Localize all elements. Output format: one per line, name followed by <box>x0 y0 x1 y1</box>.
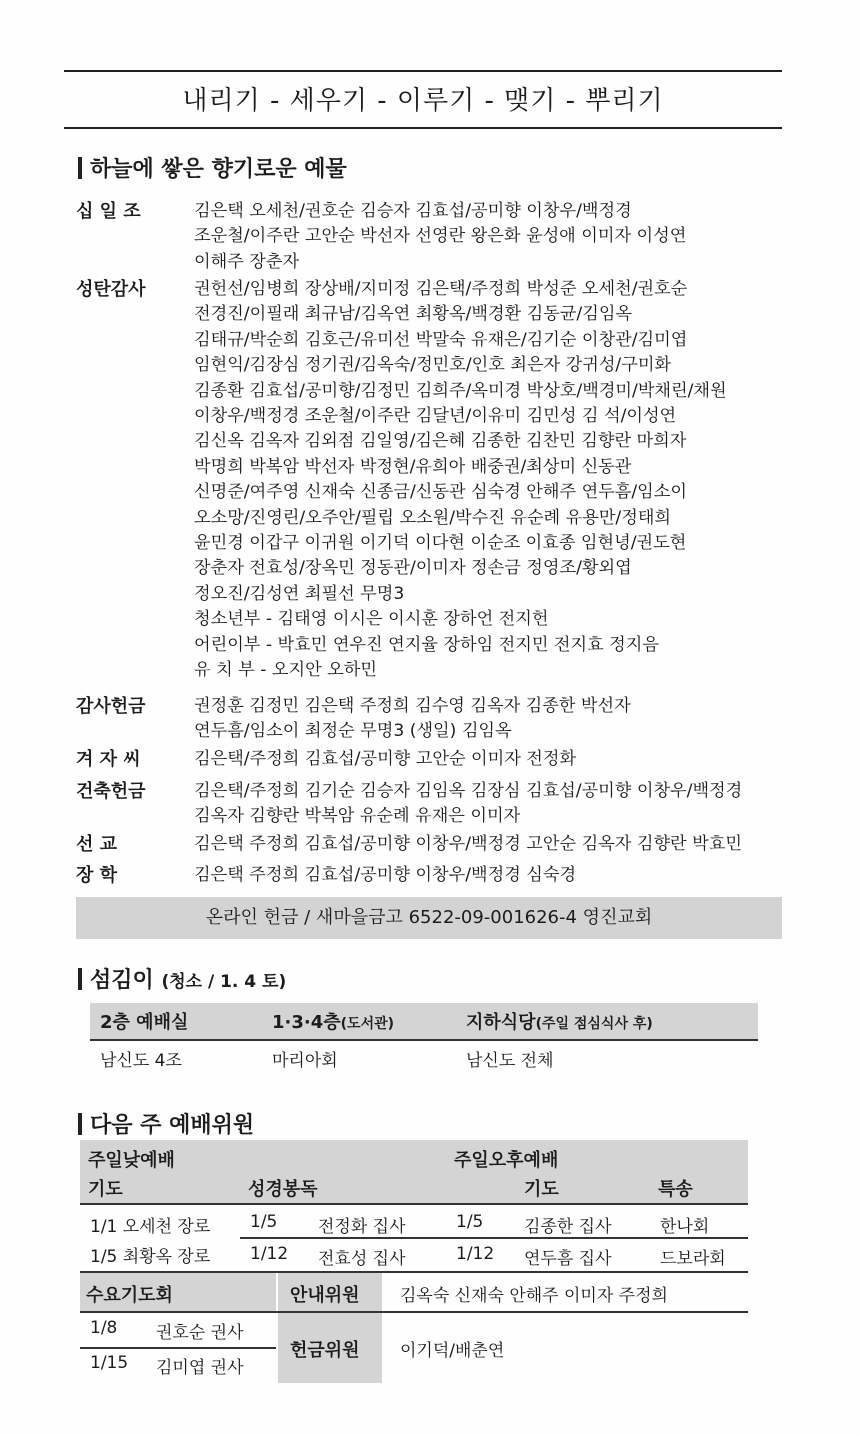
cleaning-table <box>90 1003 758 1075</box>
day-prayer: 1/5 최황옥 장로 <box>90 1247 211 1267</box>
theme-banner: 내리기 - 세우기 - 이루기 - 맺기 - 뿌리기 <box>182 86 664 116</box>
sunday-pm-header: 주일오후예배 <box>454 1150 559 1171</box>
header-main: 지하식당 <box>466 1012 536 1033</box>
offering-label: 건축헌금 <box>76 781 146 802</box>
offering-committee-label: 헌금위원 <box>290 1340 360 1361</box>
cleaning-header <box>262 1003 456 1040</box>
online-offering-banner: 온라인 헌금 / 새마을금고 6522-09-001626-4 영진교회 <box>76 897 782 939</box>
name-line: 장춘자 전효성/장옥민 정동관/이미자 정손금 정영조/황외엽 <box>194 558 632 579</box>
offering-names <box>194 779 794 830</box>
name-line: 전경진/이필래 최규남/김옥연 최황옥/백경환 김동균/김임옥 <box>194 304 633 325</box>
name-line: 김은택 주정희 김효섭/공미향 이창우/백정경 고안순 김옥자 김향란 박효민 <box>194 834 742 854</box>
name-line: 신명준/여주영 신재숙 신종금/신동관 심숙경 안해주 연두흠/임소이 <box>194 482 687 503</box>
header-sub: (도서관) <box>340 1016 395 1032</box>
prayer-name: 김종한 집사 <box>524 1217 612 1237</box>
day-prayer: 1/1 오세천 장로 <box>90 1217 211 1237</box>
name-line: 박명희 박복암 박선자 박정현/유희아 배중권/최상미 신동관 <box>194 456 632 477</box>
bottom-rule <box>64 127 782 129</box>
wed-date: 1/8 <box>90 1318 118 1338</box>
name-line: 김옥자 김향란 박복암 유순례 유재은 이미자 <box>194 806 521 827</box>
name-line: 오소망/진영린/오주안/필립 오소원/박수진 유순례 유용만/정태희 <box>194 507 672 528</box>
name-line: 김은택/주정희 김효섭/공미향 고안순 이미자 전정화 <box>194 749 577 769</box>
guide-label: 안내위원 <box>290 1285 360 1306</box>
name-line: 김신옥 김옥자 김외점 김일영/김은혜 김종한 김찬민 김향란 마희자 <box>194 431 687 452</box>
special-name: 드보라회 <box>660 1249 726 1269</box>
wed-date: 1/15 <box>90 1353 129 1373</box>
special-header: 특송 <box>658 1179 693 1200</box>
section-bar-icon <box>78 1113 82 1135</box>
offerings-title-text: 하늘에 쌓은 향기로운 예물 <box>90 157 347 182</box>
name-line: 권헌선/임병희 장상배/지미정 김은택/주정희 박성준 오세천/권호순 <box>194 279 688 299</box>
sunday-day-header: 주일낮예배 <box>88 1150 175 1171</box>
offering-names <box>194 277 794 684</box>
name-line: 윤민경 이갑구 이귀원 이기덕 이다현 이순조 이효종 임현녕/권도현 <box>194 533 687 554</box>
prayer-name: 연두흠 집사 <box>524 1249 612 1269</box>
name-line: 이해주 장춘자 <box>194 251 300 272</box>
name-line: 김태규/박순희 김호근/유미선 박말숙 유재은/김기순 이창관/김미엽 <box>194 329 688 350</box>
cleaning-subtitle: (청소 / 1. 4 토) <box>161 972 287 992</box>
offering-label: 감사헌금 <box>76 696 146 717</box>
offerings-title <box>78 152 347 183</box>
offering-label: 장 학 <box>76 865 118 886</box>
cleaning-title <box>78 963 286 994</box>
section-bar-icon <box>78 968 82 990</box>
cleaning-header <box>456 1003 758 1040</box>
worship-title-text: 다음 주 예배위원 <box>90 1113 255 1138</box>
wed-header: 수요기도회 <box>86 1285 173 1306</box>
offering-label: 십 일 조 <box>76 201 141 222</box>
offering-names <box>194 199 794 275</box>
cleaning-cell: 남신도 4조 <box>90 1040 262 1075</box>
worship-header-band <box>80 1140 748 1204</box>
divider <box>80 1347 276 1349</box>
guide-names: 김옥숙 신재숙 안해주 이미자 주정희 <box>400 1286 668 1306</box>
cleaning-cell: 마리아회 <box>262 1040 456 1075</box>
section-bar-icon <box>78 157 82 179</box>
reading-date: 1/12 <box>250 1244 289 1264</box>
name-line: 이창우/백정경 조운철/이주란 김달년/이유미 김민성 김 석/이성연 <box>194 406 677 427</box>
offering-label: 겨 자 씨 <box>76 749 141 770</box>
prayer-header: 기도 <box>88 1179 123 1200</box>
reading-header: 성경봉독 <box>248 1179 318 1200</box>
worship-title <box>78 1108 254 1139</box>
offering-names <box>194 747 794 772</box>
offering-committee-names: 이기덕/배춘연 <box>400 1341 505 1361</box>
reader-name: 전효성 집사 <box>318 1249 406 1269</box>
name-line: 김은택 주정희 김효섭/공미향 이창우/백정경 심숙경 <box>194 865 577 885</box>
name-line: 권정훈 김정민 김은택 주정희 김수영 김옥자 김종한 박선자 <box>194 696 631 716</box>
name-line: 연두흠/임소이 최정순 무명3 (생일) 김임옥 <box>194 721 512 742</box>
name-line: 정오진/김성연 최필선 무명3 <box>194 583 405 604</box>
offering-names <box>194 832 794 857</box>
name-line: 김은택 오세천/권호순 김승자 김효섭/공미향 이창우/백정경 <box>194 201 632 221</box>
wed-name: 김미엽 권사 <box>156 1358 244 1378</box>
reader-name: 전정화 집사 <box>318 1217 406 1237</box>
divider <box>240 1237 748 1239</box>
header-main: 1·3·4층 <box>272 1012 341 1033</box>
name-line: 청소년부 - 김태영 이시은 이시훈 장하언 전지헌 <box>194 609 549 630</box>
offering-names <box>194 863 794 888</box>
name-line: 김은택/주정희 김기순 김승자 김임옥 김장심 김효섭/공미향 이창우/백정경 <box>194 781 743 801</box>
cleaning-title-text: 섬김이 <box>90 968 154 993</box>
reading-date: 1/5 <box>250 1212 278 1232</box>
divider <box>80 1203 748 1205</box>
cleaning-cell: 남신도 전체 <box>456 1040 758 1075</box>
cleaning-header <box>90 1003 262 1040</box>
name-line: 임현익/김장심 정기권/김옥숙/정민호/인호 최은자 강귀성/구미화 <box>194 355 672 376</box>
special-name: 한나회 <box>660 1217 710 1237</box>
offering-names <box>194 694 794 745</box>
name-line: 조운철/이주란 고안순 박선자 선영란 왕은화 윤성애 이미자 이성연 <box>194 226 687 247</box>
prayer-date: 1/12 <box>456 1244 495 1264</box>
prayer-date: 1/5 <box>456 1212 484 1232</box>
prayer-pm-header: 기도 <box>524 1179 559 1200</box>
divider <box>80 1311 748 1313</box>
top-rule <box>64 70 782 72</box>
name-line: 어린이부 - 박효민 연우진 연지율 장하임 전지민 전지효 정지음 <box>194 634 659 655</box>
name-line: 김종환 김효섭/공미향/김정민 김희주/옥미경 박상호/백경미/박채린/채원 <box>194 380 727 401</box>
offering-label: 성탄감사 <box>76 279 146 300</box>
header-sub: (주일 점심식사 후) <box>535 1016 653 1032</box>
wed-name: 권호순 권사 <box>156 1323 244 1343</box>
name-line: 유 치 부 - 오지안 오하민 <box>194 660 377 681</box>
header-main: 2층 예배실 <box>100 1012 189 1033</box>
offering-label: 선 교 <box>76 834 118 855</box>
